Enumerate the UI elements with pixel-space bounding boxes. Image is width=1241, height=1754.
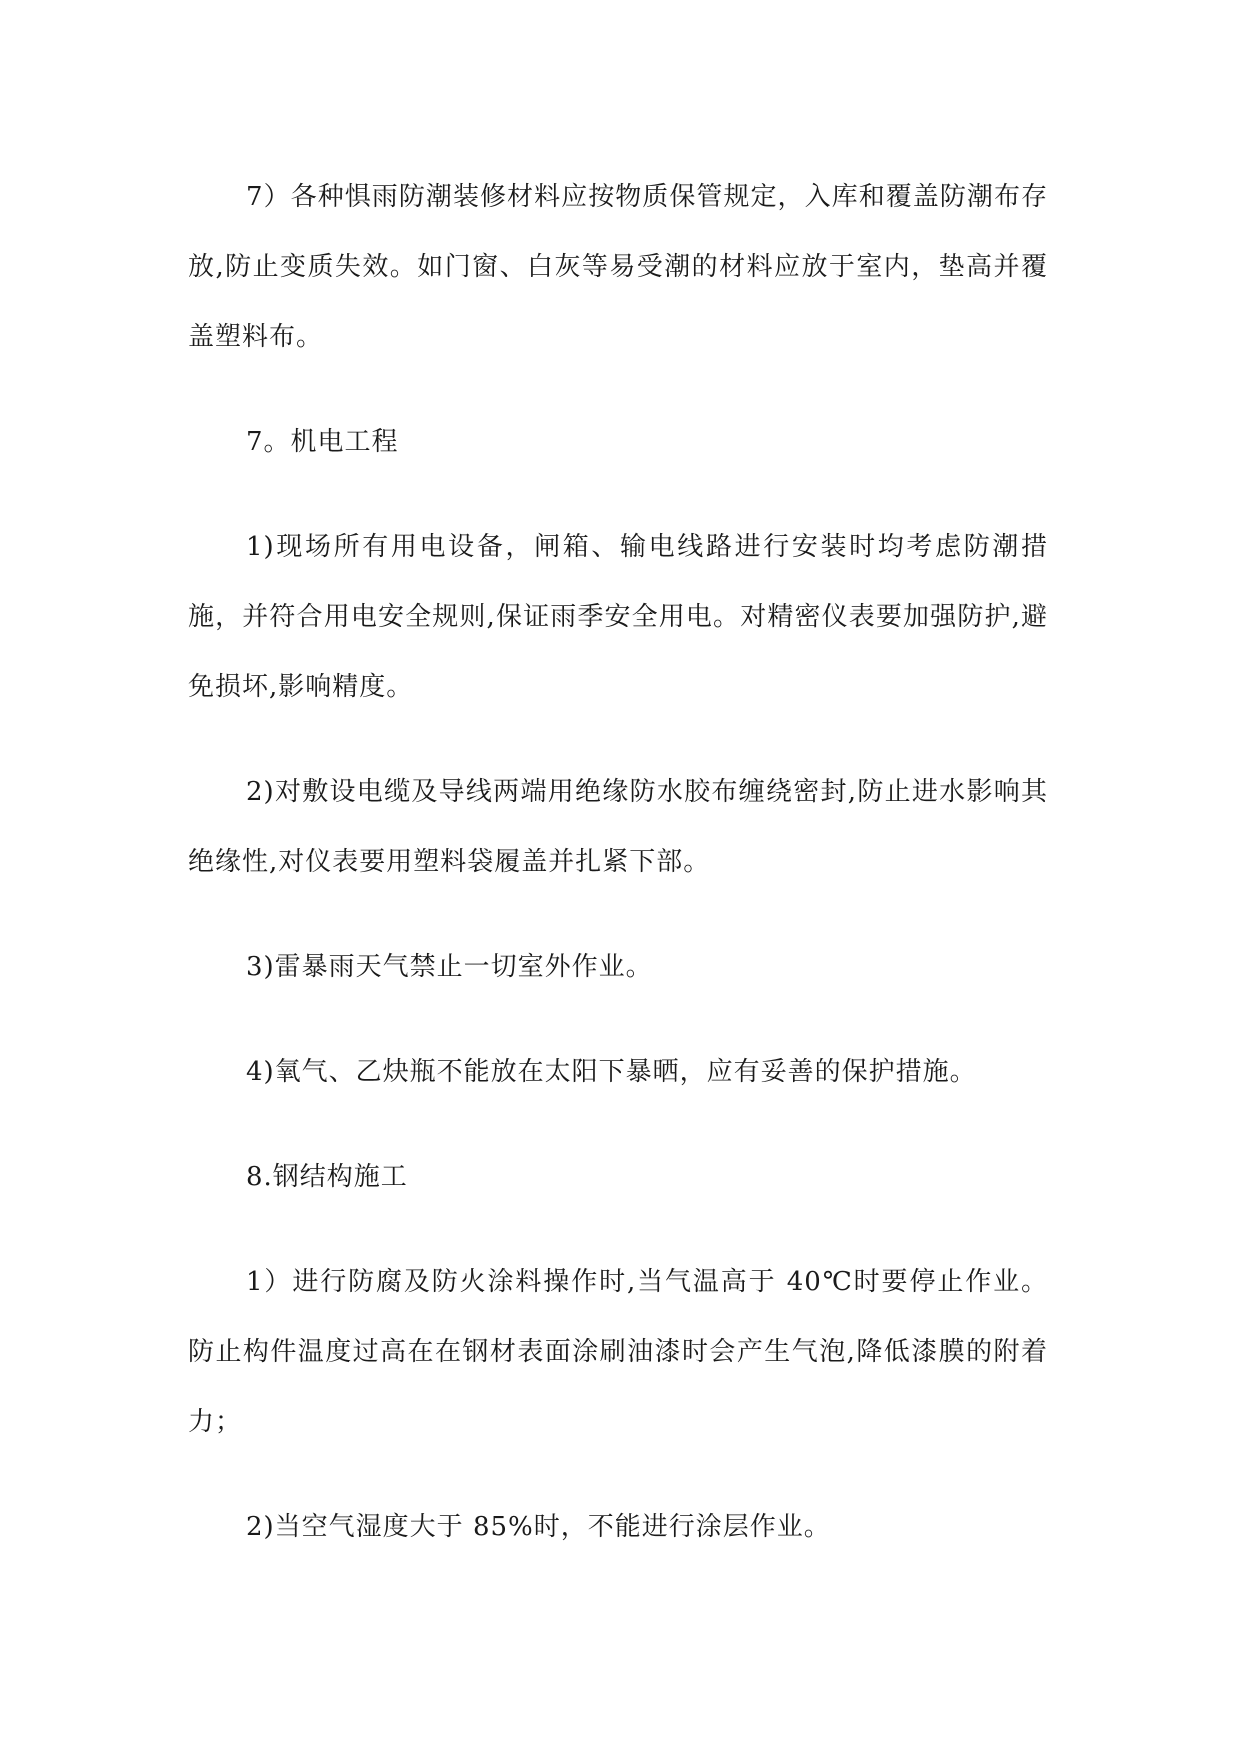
section-heading-electromechanical: 7。机电工程 [246, 427, 399, 457]
paragraph-material-storage: 7）各种惧雨防潮装修材料应按物质保管规定，入库和覆盖防潮布存放,防止变质失效。如门窗、白灰等易受潮的材料应放于室内，垫高并覆盖塑料布。 [188, 182, 1048, 352]
paragraph-thunderstorm: 3)雷暴雨天气禁止一切室外作业。 [246, 952, 653, 982]
section-heading-steel-structure: 8.钢结构施工 [246, 1162, 408, 1192]
paragraph-coating-temperature: 1）进行防腐及防火涂料操作时,当气温高于 40℃时要停止作业。防止构件温度过高在在钢材表面涂刷油漆时会产生气泡,降低漆膜的附着力； [188, 1267, 1048, 1437]
paragraph-cable-sealing: 2)对敷设电缆及导线两端用绝缘防水胶布缠绕密封,防止进水影响其绝缘性,对仪表要用塑料袋履盖并扎紧下部。 [188, 777, 1048, 877]
paragraph-electrical-equipment: 1)现场所有用电设备，闸箱、输电线路进行安装时均考虑防潮措施，并符合用电安全规则,保证雨季安全用电。对精密仪表要加强防护,避免损坏,影响精度。 [188, 532, 1048, 702]
paragraph-gas-cylinders: 4)氧气、乙炔瓶不能放在太阳下暴晒，应有妥善的保护措施。 [246, 1057, 977, 1087]
paragraph-humidity: 2)当空气湿度大于 85%时，不能进行涂层作业。 [246, 1512, 831, 1542]
document-body [188, 162, 1048, 1597]
